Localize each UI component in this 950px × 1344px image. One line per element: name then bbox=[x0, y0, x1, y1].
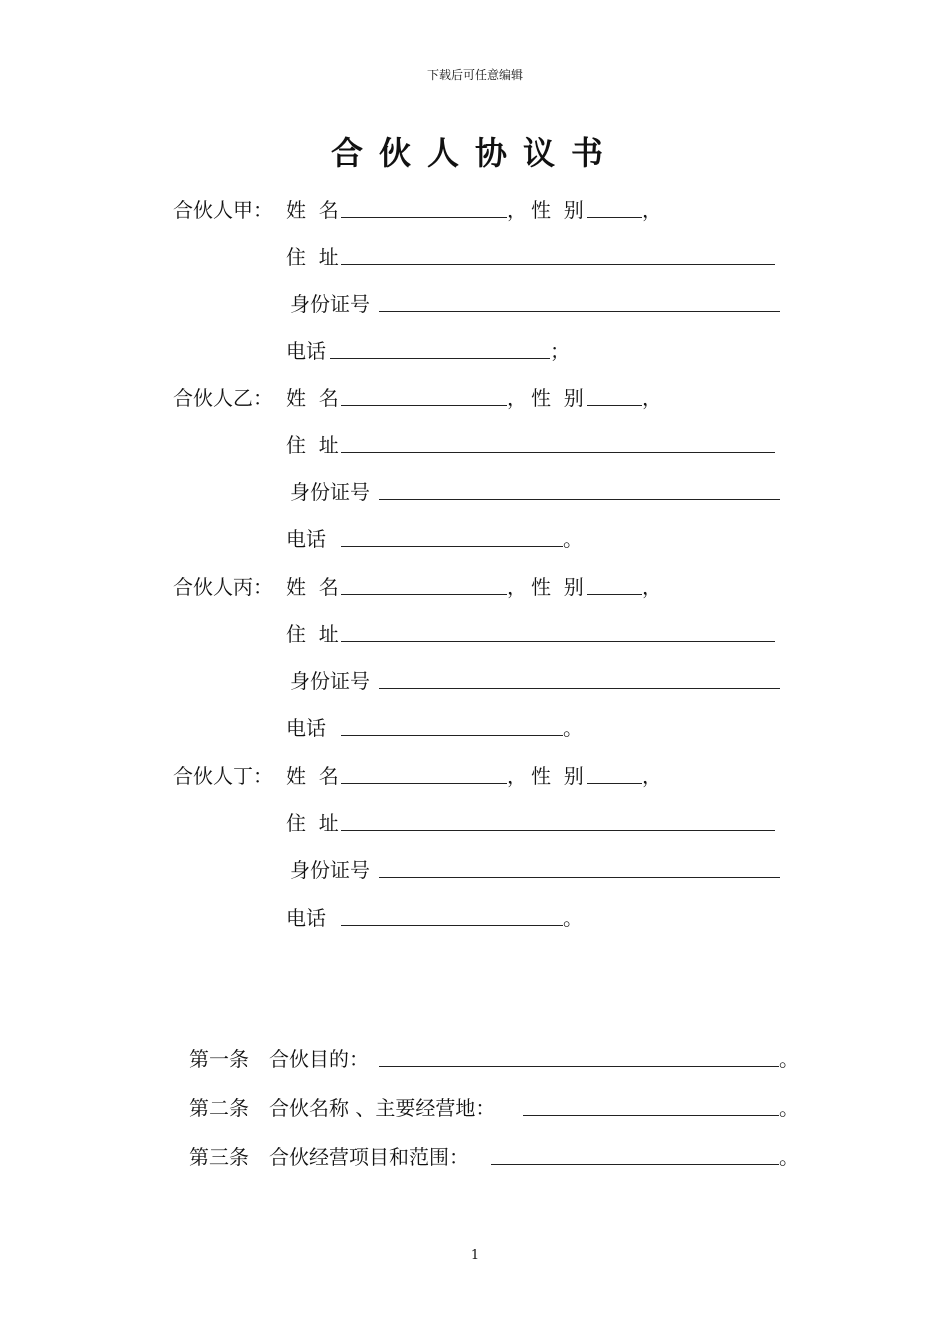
phone-end: ； bbox=[550, 339, 570, 363]
comma: ， bbox=[507, 198, 527, 222]
id-label: 身份证号 bbox=[290, 292, 370, 316]
partner-c-id-line bbox=[0, 666, 950, 696]
article-end: 。 bbox=[779, 1047, 799, 1071]
partner-label: 合伙人乙： bbox=[173, 386, 273, 410]
article-blank[interactable] bbox=[523, 1115, 779, 1116]
phone-blank[interactable] bbox=[341, 735, 563, 736]
comma: ， bbox=[507, 575, 527, 599]
partner-d-phone-line bbox=[0, 903, 950, 933]
name-label: 姓 名 bbox=[286, 198, 339, 222]
gender-label: 性 别 bbox=[531, 386, 584, 410]
header-note: 下载后可任意编辑 bbox=[426, 68, 523, 82]
document-title: 合伙人协议书 bbox=[330, 134, 619, 172]
id-blank[interactable] bbox=[379, 688, 780, 689]
address-label: 住 址 bbox=[286, 811, 339, 835]
phone-label: 电话 bbox=[286, 716, 326, 740]
article-3-line bbox=[0, 1142, 950, 1172]
id-blank[interactable] bbox=[379, 499, 780, 500]
gender-blank[interactable] bbox=[587, 217, 642, 218]
gender-blank[interactable] bbox=[587, 405, 642, 406]
address-blank[interactable] bbox=[341, 641, 775, 642]
partner-a-name-line bbox=[0, 195, 950, 225]
partner-d-id-line bbox=[0, 855, 950, 885]
article-blank[interactable] bbox=[491, 1164, 779, 1165]
partner-b-name-line bbox=[0, 383, 950, 413]
partner-b-id-line bbox=[0, 477, 950, 507]
gender-end: ， bbox=[642, 575, 662, 599]
id-label: 身份证号 bbox=[290, 669, 370, 693]
name-blank[interactable] bbox=[341, 783, 507, 784]
partner-c-phone-line bbox=[0, 713, 950, 743]
partner-b-phone-line bbox=[0, 524, 950, 554]
gender-blank[interactable] bbox=[587, 594, 642, 595]
gender-end: ， bbox=[642, 198, 662, 222]
partner-a-address-line bbox=[0, 242, 950, 272]
name-blank[interactable] bbox=[341, 405, 507, 406]
gender-end: ， bbox=[642, 764, 662, 788]
article-1-line bbox=[0, 1044, 950, 1074]
partner-label: 合伙人丁： bbox=[173, 764, 273, 788]
article-number: 第二条 bbox=[189, 1096, 249, 1120]
phone-end: 。 bbox=[563, 716, 583, 740]
gender-end: ， bbox=[642, 386, 662, 410]
comma: ， bbox=[507, 386, 527, 410]
gender-label: 性 别 bbox=[531, 575, 584, 599]
name-blank[interactable] bbox=[341, 594, 507, 595]
gender-label: 性 别 bbox=[531, 764, 584, 788]
article-number: 第三条 bbox=[189, 1145, 249, 1169]
partner-label: 合伙人丙： bbox=[173, 575, 273, 599]
address-blank[interactable] bbox=[341, 264, 775, 265]
phone-blank[interactable] bbox=[330, 358, 550, 359]
phone-end: 。 bbox=[563, 527, 583, 551]
article-text: 合伙目的： bbox=[269, 1047, 369, 1071]
address-label: 住 址 bbox=[286, 245, 339, 269]
phone-blank[interactable] bbox=[341, 925, 563, 926]
page-number: 1 bbox=[470, 1248, 480, 1263]
address-label: 住 址 bbox=[286, 622, 339, 646]
name-blank[interactable] bbox=[341, 217, 507, 218]
partner-c-name-line bbox=[0, 572, 950, 602]
partner-a-phone-line bbox=[0, 336, 950, 366]
name-label: 姓 名 bbox=[286, 575, 339, 599]
id-blank[interactable] bbox=[379, 877, 780, 878]
name-label: 姓 名 bbox=[286, 764, 339, 788]
article-text: 合伙经营项目和范围： bbox=[269, 1145, 469, 1169]
article-number: 第一条 bbox=[189, 1047, 249, 1071]
partner-a-id-line bbox=[0, 289, 950, 319]
id-label: 身份证号 bbox=[290, 858, 370, 882]
id-blank[interactable] bbox=[379, 311, 780, 312]
phone-label: 电话 bbox=[286, 527, 326, 551]
article-2-line bbox=[0, 1093, 950, 1123]
gender-label: 性 别 bbox=[531, 198, 584, 222]
phone-label: 电话 bbox=[286, 339, 326, 363]
phone-end: 。 bbox=[563, 906, 583, 930]
address-blank[interactable] bbox=[341, 830, 775, 831]
phone-blank[interactable] bbox=[341, 546, 563, 547]
article-end: 。 bbox=[779, 1096, 799, 1120]
partner-label: 合伙人甲： bbox=[173, 198, 273, 222]
partner-d-name-line bbox=[0, 761, 950, 791]
article-blank[interactable] bbox=[379, 1066, 779, 1067]
name-label: 姓 名 bbox=[286, 386, 339, 410]
partner-b-address-line bbox=[0, 430, 950, 460]
gender-blank[interactable] bbox=[587, 783, 642, 784]
id-label: 身份证号 bbox=[290, 480, 370, 504]
article-text: 合伙名称 、主要经营地： bbox=[269, 1096, 496, 1120]
address-label: 住 址 bbox=[286, 433, 339, 457]
partner-d-address-line bbox=[0, 808, 950, 838]
address-blank[interactable] bbox=[341, 452, 775, 453]
article-end: 。 bbox=[779, 1145, 799, 1169]
comma: ， bbox=[507, 764, 527, 788]
phone-label: 电话 bbox=[286, 906, 326, 930]
partner-c-address-line bbox=[0, 619, 950, 649]
